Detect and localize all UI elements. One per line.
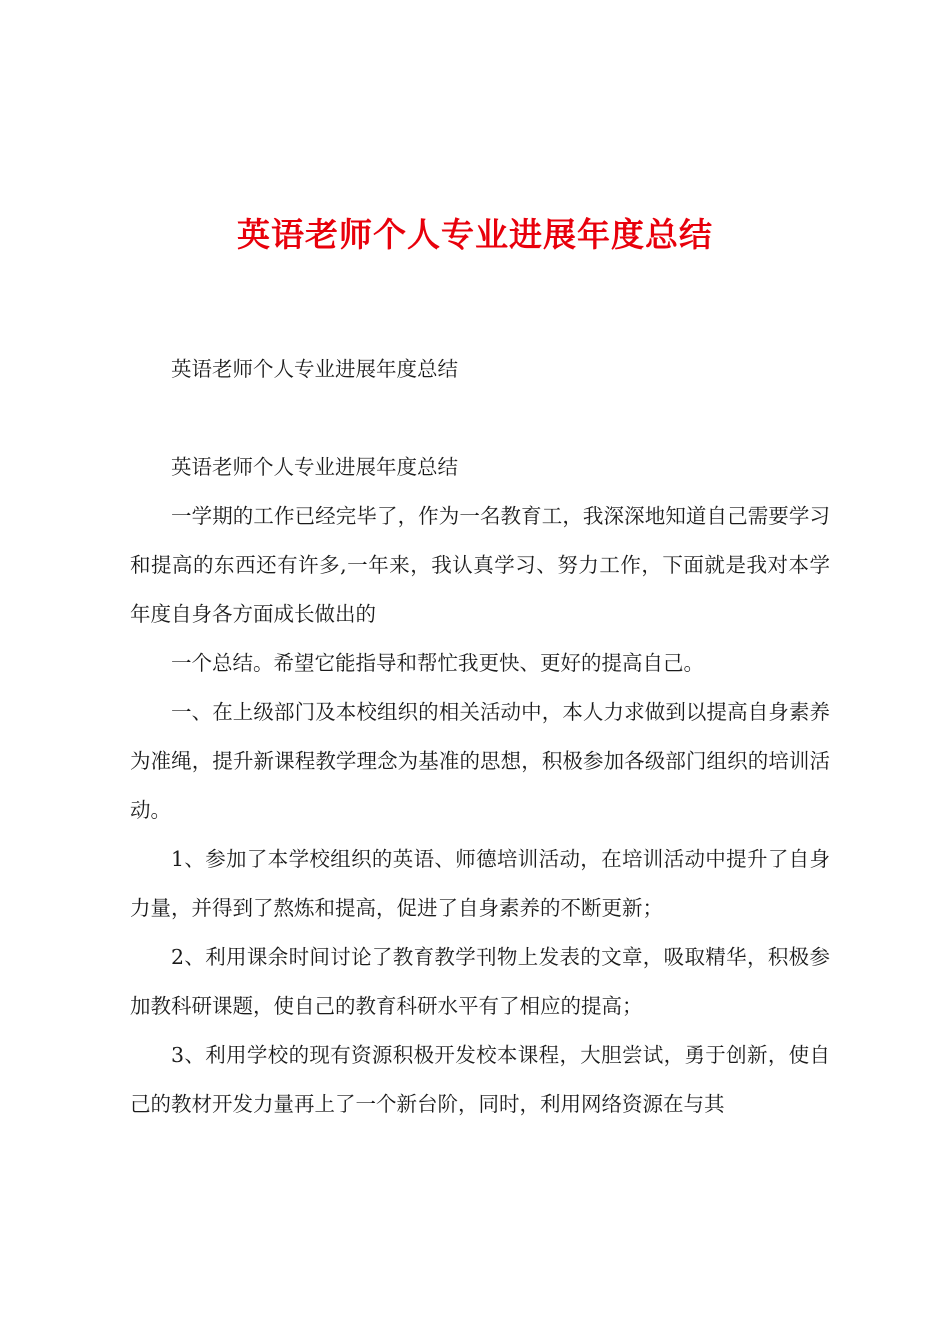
- paragraph-intro: 一学期的工作已经完毕了，作为一名教育工，我深深地知道自己需要学习和提高的东西还有许多,一年来，我认真学习、努力工作，下面就是我对本学年度自身各方面成长做出的: [130, 504, 830, 626]
- subtitle-line-1: 英语老师个人专业进展年度总结: [171, 357, 458, 381]
- paragraph-summary: 一个总结。希望它能指导和帮忙我更快、更好的提高自己。: [171, 651, 704, 675]
- paragraph-item-2: 2、利用课余时间讨论了教育教学刊物上发表的文章，吸取精华，积极参加教科研课题，使自己的教育科研水平有了相应的提高；: [130, 945, 830, 1018]
- paragraph-item-3: 3、利用学校的现有资源积极开发校本课程，大胆尝试，勇于创新，使自己的教材开发力量再上了一个新台阶，同时，利用网络资源在与其: [130, 1043, 830, 1116]
- paragraph-item-1: 1、参加了本学校组织的英语、师德培训活动，在培训活动中提升了自身力量，并得到了熬炼和提高，促进了自身素养的不断更新；: [130, 847, 830, 920]
- paragraph-section-one: 一、在上级部门及本校组织的相关活动中，本人力求做到以提高自身素养为准绳，提升新课程教学理念为基准的思想，积极参加各级部门组织的培训活动。: [130, 700, 830, 822]
- document-body: [130, 345, 830, 1129]
- subtitle-line-2: 英语老师个人专业进展年度总结: [171, 455, 458, 479]
- document-title: 英语老师个人专业进展年度总结: [237, 215, 713, 254]
